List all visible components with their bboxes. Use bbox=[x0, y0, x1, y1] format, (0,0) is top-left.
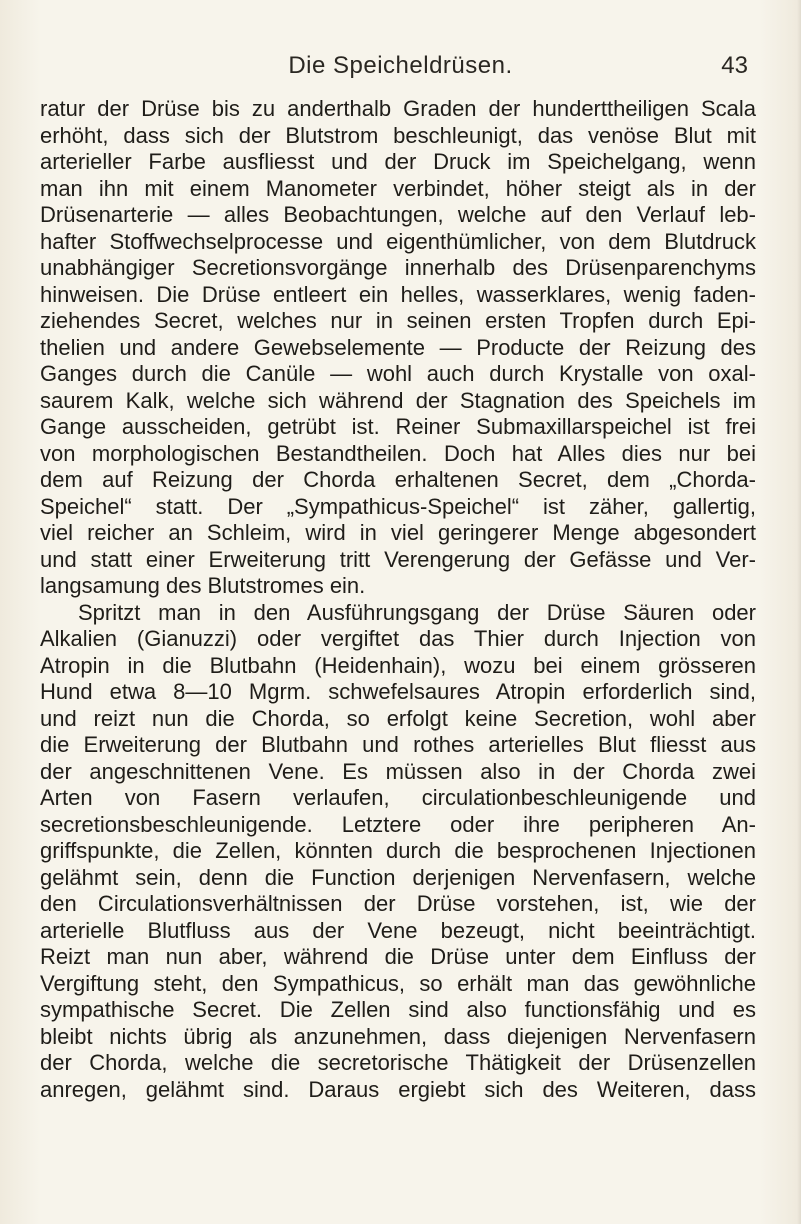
text-line: und reizt nun die Chorda, so erfolgt keine Secretion, wohl aber bbox=[40, 705, 756, 731]
text-line: Speichel“ statt. Der „Sympathicus-Speichel“ ist zäher, gallertig, bbox=[40, 493, 756, 519]
text-line: bleibt nichts übrig als anzunehmen, dass diejenigen Nervenfasern bbox=[40, 1023, 756, 1049]
text-line: thelien und andere Gewebselemente — Producte der Reizung des bbox=[40, 334, 756, 360]
text-line: erhöht, dass sich der Blutstrom beschleunigt, das venöse Blut mit bbox=[40, 122, 756, 148]
text-line: unabhängiger Secretionsvorgänge innerhalb des Drüsenparenchyms bbox=[40, 255, 756, 280]
text-line: Ganges durch die Canüle — wohl auch durch Krystalle von oxal- bbox=[40, 361, 756, 386]
text-line: ziehendes Secret, welches nur in seinen ersten Tropfen durch Epi- bbox=[40, 308, 756, 333]
text-line: arterieller Farbe ausfliesst und der Druck im Speichelgang, wenn bbox=[40, 149, 756, 174]
text-line: anregen, gelähmt sind. Daraus ergiebt sich des Weiteren, dass bbox=[40, 1076, 756, 1102]
text-line: gelähmt sein, denn die Function derjenigen Nervenfasern, welche bbox=[40, 864, 756, 890]
page-number: 43 bbox=[721, 52, 748, 79]
text-line: sympathische Secret. Die Zellen sind also functionsfähig und es bbox=[40, 997, 756, 1022]
text-line: Alkalien (Gianuzzi) oder vergiftet das Thier durch Injection von bbox=[40, 626, 756, 651]
text-line: Spritzt man in den Ausführungsgang der Drüse Säuren oder bbox=[78, 599, 756, 625]
text-line: secretionsbeschleunigende. Letztere oder ihre peripheren An- bbox=[40, 811, 756, 837]
text-line: man ihn mit einem Manometer verbindet, höher steigt als in der bbox=[40, 175, 756, 201]
text-line: Reizt man nun aber, während die Drüse unter dem Einfluss der bbox=[40, 944, 756, 969]
text-line: und statt einer Erweiterung tritt Verengerung der Gefässe und Ver- bbox=[40, 546, 756, 572]
text-line: Gange ausscheiden, getrübt ist. Reiner Submaxillarspeichel ist frei bbox=[40, 414, 756, 439]
text-line: der Chorda, welche die secretorische Thätigkeit der Drüsenzellen bbox=[40, 1050, 756, 1075]
text-line: hinweisen. Die Drüse entleert ein helles, wasserklares, wenig faden- bbox=[40, 281, 756, 307]
page-header bbox=[0, 52, 801, 92]
page-edge-shadow bbox=[797, 0, 801, 1224]
text-line: Hund etwa 8—10 Mgrm. schwefelsaures Atropin erforderlich sind, bbox=[40, 679, 756, 704]
text-line: viel reicher an Schleim, wird in viel geringerer Menge abgesondert bbox=[40, 520, 756, 545]
text-line: saurem Kalk, welche sich während der Stagnation des Speichels im bbox=[40, 387, 756, 413]
text-line: Drüsenarterie — alles Beobachtungen, welche auf den Verlauf leb- bbox=[40, 202, 756, 227]
text-line: dem auf Reizung der Chorda erhaltenen Secret, dem „Chorda- bbox=[40, 467, 756, 492]
text-line: der angeschnittenen Vene. Es müssen also in der Chorda zwei bbox=[40, 758, 756, 784]
text-line: Vergiftung steht, den Sympathicus, so erhält man das gewöhnliche bbox=[40, 970, 756, 996]
text-line: langsamung des Blutstromes ein. bbox=[40, 573, 366, 598]
text-line: die Erweiterung der Blutbahn und rothes arterielles Blut fliesst aus bbox=[40, 732, 756, 757]
body-text bbox=[40, 96, 756, 1103]
text-line: hafter Stoffwechselprocesse und eigenthümlicher, von dem Blutdruck bbox=[40, 228, 756, 254]
text-line: arterielle Blutfluss aus der Vene bezeugt, nicht beeinträchtigt. bbox=[40, 917, 756, 943]
text-line: Arten von Fasern verlaufen, circulationbeschleunigende und bbox=[40, 785, 756, 810]
text-line: den Circulationsverhältnissen der Drüse vorstehen, ist, wie der bbox=[40, 891, 756, 916]
text-line: ratur der Drüse bis zu anderthalb Graden der hunderttheiligen Scala bbox=[40, 96, 756, 121]
running-title: Die Speicheldrüsen. bbox=[288, 52, 513, 79]
text-line: griffspunkte, die Zellen, könnten durch die besprochenen Injectionen bbox=[40, 838, 756, 863]
text-line: von morphologischen Bestandtheilen. Doch hat Alles dies nur bei bbox=[40, 440, 756, 466]
text-line: Atropin in die Blutbahn (Heidenhain), wozu bei einem grösseren bbox=[40, 652, 756, 678]
